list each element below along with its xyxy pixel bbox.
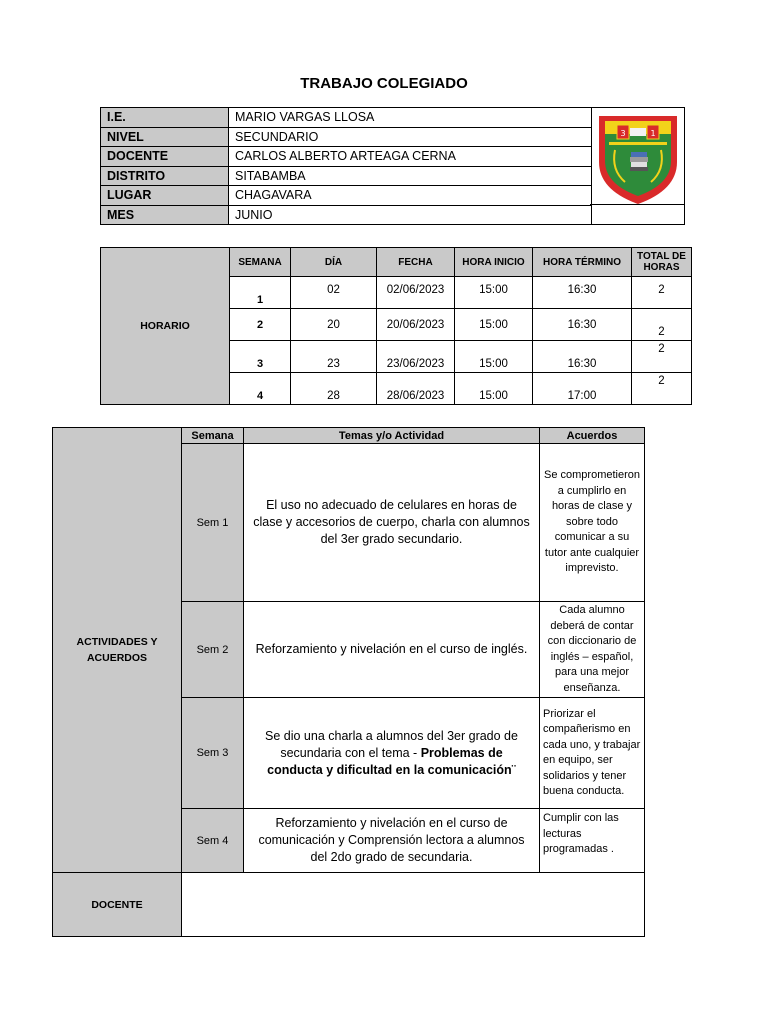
activity-semana: Sem 3 [182,698,244,809]
info-row-lugar [101,186,592,206]
schedule-header: HORA TÉRMINO [533,248,632,277]
document-title: TRABAJO COLEGIADO [300,75,468,92]
schedule-termino: 16:30 [533,277,632,309]
activity-semana: Sem 2 [182,602,244,698]
schedule-termino: 16:30 [533,341,632,373]
schedule-semana: 3 [230,341,291,373]
schedule-total: 2 [632,373,692,405]
info-label: MES [101,205,229,225]
schedule-dia: 02 [291,277,377,309]
info-value: CARLOS ALBERTO ARTEAGA CERNA [229,147,592,167]
info-label: DOCENTE [101,147,229,167]
activity-semana: Sem 1 [182,444,244,602]
activity-tema: Reforzamiento y nivelación en el curso de comunicación y Comprensión lectora a alumnos del 2do grado de secundaria. [244,809,540,873]
schedule-table [100,247,692,405]
activity-tema [244,698,540,809]
activity-tema-text: Se dio una charla a alumnos del 3er grado de secundaria con el tema - [265,728,518,760]
activities-header-acuerdos: Acuerdos [540,428,645,444]
schedule-dia: 20 [291,309,377,341]
info-value: SITABAMBA [229,166,592,186]
schedule-fecha: 20/06/2023 [377,309,455,341]
schedule-dia: 28 [291,373,377,405]
info-row-mes [101,205,592,225]
schedule-header: TOTAL DE HORAS [632,248,692,277]
schedule-semana: 1 [230,277,291,309]
schedule-semana: 4 [230,373,291,405]
info-value: CHAGAVARA [229,186,592,206]
schedule-termino: 17:00 [533,373,632,405]
activities-table [52,427,645,937]
schedule-fecha: 23/06/2023 [377,341,455,373]
activity-tema-bold: Problemas de conducta y dificultad en la comunicación¨ [267,745,516,777]
activities-header-temas: Temas y/o Actividad [244,428,540,444]
logo-badge-left: 3 [620,129,626,138]
schedule-header: FECHA [377,248,455,277]
activity-acuerdo: Priorizar el compañerismo en cada uno, y trabajar en equipo, ser solidarios y tener buena conducta. [540,698,645,809]
info-row-docente [101,147,592,167]
info-row-nivel [101,127,592,147]
schedule-total: 2 [632,277,692,309]
info-label: I.E. [101,108,229,128]
activity-acuerdo: Cada alumno deberá de contar con diccionario de inglés – español, para una mejor enseñanza. [540,602,645,698]
schedule-header: HORA INICIO [455,248,533,277]
info-row-ie [101,108,592,128]
schedule-inicio: 15:00 [455,341,533,373]
logo-badge-right: 1 [650,129,656,138]
schedule-header-row [101,248,692,277]
activity-acuerdo: Cumplir con las lecturas programadas . [540,809,645,873]
info-table [100,107,592,225]
activities-side-label: ACTIVIDADES Y ACUERDOS [53,428,182,873]
schedule-fecha: 02/06/2023 [377,277,455,309]
schedule-semana: 2 [230,309,291,341]
schedule-header: DÍA [291,248,377,277]
activity-acuerdo: Se comprometieron a cumplirlo en horas de clase y sobre todo comunicar a su tutor ante cualquier imprevisto. [540,444,645,602]
info-label: NIVEL [101,127,229,147]
schedule-inicio: 15:00 [455,277,533,309]
schedule-termino: 16:30 [533,309,632,341]
docente-label: DOCENTE [53,873,182,937]
docente-row [53,873,645,937]
schedule-fecha: 28/06/2023 [377,373,455,405]
school-logo-cell [590,107,685,225]
activities-header-row [53,428,645,444]
activities-header-semana: Semana [182,428,244,444]
info-value: MARIO VARGAS LLOSA [229,108,592,128]
info-value: SECUNDARIO [229,127,592,147]
info-value: JUNIO [229,205,592,225]
schedule-total: 2 [632,341,692,373]
schedule-header: SEMANA [230,248,291,277]
schedule-dia: 23 [291,341,377,373]
schedule-side-label: HORARIO [101,248,230,405]
schedule-inicio: 15:00 [455,373,533,405]
activity-tema: El uso no adecuado de celulares en horas de clase y accesorios de cuerpo, charla con alumnos del 3er grado secundario. [244,444,540,602]
docente-signature-field[interactable] [182,873,645,937]
info-label: LUGAR [101,186,229,206]
schedule-total: 2 [632,309,692,341]
schedule-inicio: 15:00 [455,309,533,341]
activity-semana: Sem 4 [182,809,244,873]
school-crest-icon [595,110,681,206]
info-row-distrito [101,166,592,186]
info-label: DISTRITO [101,166,229,186]
activity-tema: Reforzamiento y nivelación en el curso de inglés. [244,602,540,698]
